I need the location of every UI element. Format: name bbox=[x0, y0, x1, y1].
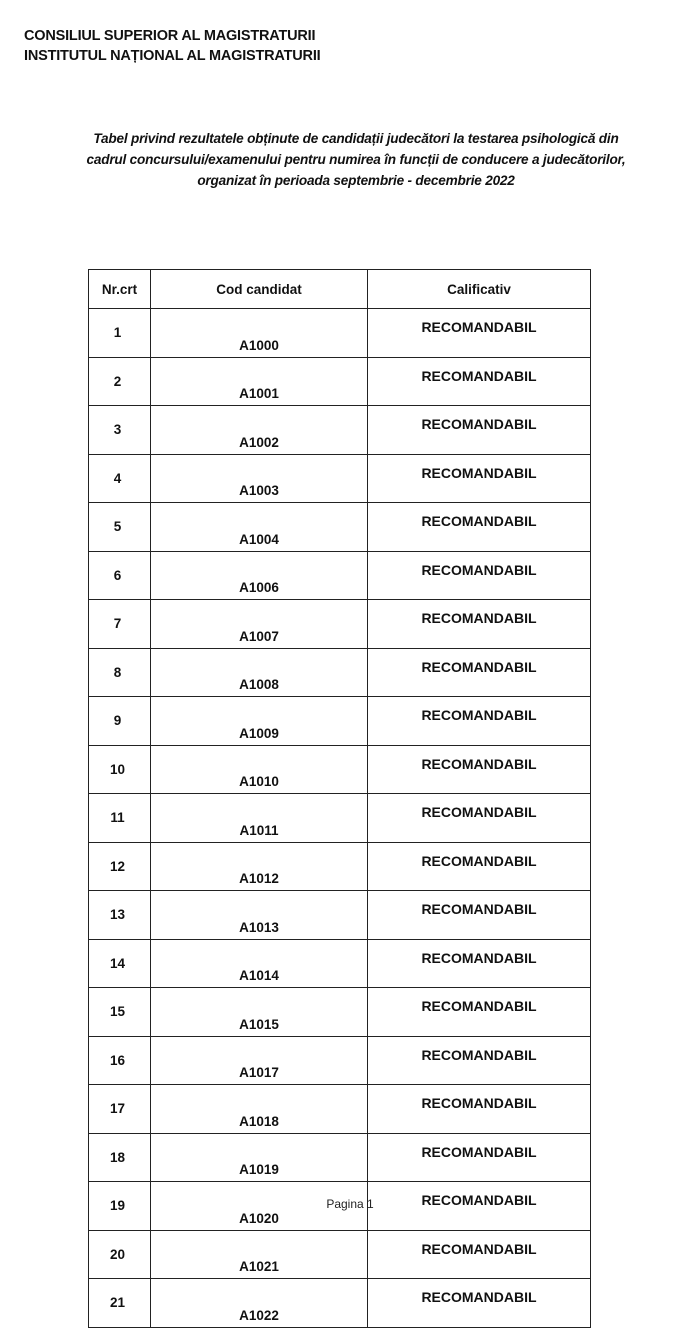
header-row bbox=[89, 270, 591, 309]
row-number: 4 bbox=[89, 454, 151, 503]
row-number: 15 bbox=[89, 988, 151, 1037]
table-row bbox=[89, 988, 591, 1037]
qualification: RECOMANDABIL bbox=[368, 745, 591, 794]
row-number: 2 bbox=[89, 357, 151, 406]
results-table-body bbox=[89, 309, 591, 1328]
table-row bbox=[89, 1036, 591, 1085]
candidate-code: A1011 bbox=[151, 794, 368, 843]
row-number: 9 bbox=[89, 697, 151, 746]
table-row bbox=[89, 357, 591, 406]
qualification: RECOMANDABIL bbox=[368, 1230, 591, 1279]
row-number: 7 bbox=[89, 600, 151, 649]
candidate-code: A1013 bbox=[151, 891, 368, 940]
qualification: RECOMANDABIL bbox=[368, 357, 591, 406]
table-row bbox=[89, 1279, 591, 1328]
qualification: RECOMANDABIL bbox=[368, 891, 591, 940]
row-number: 16 bbox=[89, 1036, 151, 1085]
candidate-code: A1014 bbox=[151, 939, 368, 988]
row-number: 18 bbox=[89, 1133, 151, 1182]
column-header-calificativ: Calificativ bbox=[368, 270, 591, 309]
header-institution-2: INSTITUTUL NAȚIONAL AL MAGISTRATURII bbox=[24, 48, 321, 64]
row-number: 12 bbox=[89, 842, 151, 891]
table-row bbox=[89, 1085, 591, 1134]
table-row bbox=[89, 406, 591, 455]
row-number: 5 bbox=[89, 503, 151, 552]
title-line-3: organizat în perioada septembrie - decembrie 2022 bbox=[197, 173, 515, 188]
results-table bbox=[88, 269, 591, 1328]
table-row bbox=[89, 891, 591, 940]
row-number: 11 bbox=[89, 794, 151, 843]
row-number: 13 bbox=[89, 891, 151, 940]
table-row bbox=[89, 794, 591, 843]
candidate-code: A1003 bbox=[151, 454, 368, 503]
qualification: RECOMANDABIL bbox=[368, 697, 591, 746]
header-institution-1: CONSILIUL SUPERIOR AL MAGISTRATURII bbox=[24, 28, 316, 44]
qualification: RECOMANDABIL bbox=[368, 454, 591, 503]
table-row bbox=[89, 745, 591, 794]
qualification: RECOMANDABIL bbox=[368, 406, 591, 455]
table-row bbox=[89, 600, 591, 649]
qualification: RECOMANDABIL bbox=[368, 939, 591, 988]
candidate-code: A1008 bbox=[151, 648, 368, 697]
results-table-head bbox=[89, 270, 591, 309]
title-line-1: Tabel privind rezultatele obținute de candidații judecători la testarea psihologică din bbox=[93, 131, 619, 146]
table-row bbox=[89, 503, 591, 552]
table-row bbox=[89, 1133, 591, 1182]
row-number: 6 bbox=[89, 551, 151, 600]
page-number: Pagina 1 bbox=[326, 1197, 374, 1211]
row-number: 19 bbox=[89, 1182, 151, 1231]
title-line-2: cadrul concursului/examenului pentru numirea în funcții de conducere a judecătorilor, bbox=[86, 152, 626, 167]
table-row bbox=[89, 551, 591, 600]
row-number: 20 bbox=[89, 1230, 151, 1279]
candidate-code: A1000 bbox=[151, 309, 368, 358]
column-header-cod: Cod candidat bbox=[151, 270, 368, 309]
table-row bbox=[89, 697, 591, 746]
qualification: RECOMANDABIL bbox=[368, 1279, 591, 1328]
qualification: RECOMANDABIL bbox=[368, 309, 591, 358]
candidate-code: A1020 bbox=[151, 1182, 368, 1231]
qualification: RECOMANDABIL bbox=[368, 988, 591, 1037]
candidate-code: A1001 bbox=[151, 357, 368, 406]
table-row bbox=[89, 454, 591, 503]
table-row bbox=[89, 648, 591, 697]
qualification: RECOMANDABIL bbox=[368, 648, 591, 697]
qualification: RECOMANDABIL bbox=[368, 1133, 591, 1182]
table-row bbox=[89, 1230, 591, 1279]
row-number: 21 bbox=[89, 1279, 151, 1328]
candidate-code: A1019 bbox=[151, 1133, 368, 1182]
candidate-code: A1002 bbox=[151, 406, 368, 455]
qualification: RECOMANDABIL bbox=[368, 794, 591, 843]
document-title bbox=[20, 128, 692, 191]
candidate-code: A1017 bbox=[151, 1036, 368, 1085]
table-row bbox=[89, 309, 591, 358]
candidate-code: A1009 bbox=[151, 697, 368, 746]
table-row bbox=[89, 939, 591, 988]
row-number: 10 bbox=[89, 745, 151, 794]
column-header-nr: Nr.crt bbox=[89, 270, 151, 309]
qualification: RECOMANDABIL bbox=[368, 551, 591, 600]
row-number: 3 bbox=[89, 406, 151, 455]
row-number: 17 bbox=[89, 1085, 151, 1134]
row-number: 8 bbox=[89, 648, 151, 697]
candidate-code: A1021 bbox=[151, 1230, 368, 1279]
qualification: RECOMANDABIL bbox=[368, 1182, 591, 1231]
qualification: RECOMANDABIL bbox=[368, 1085, 591, 1134]
candidate-code: A1022 bbox=[151, 1279, 368, 1328]
candidate-code: A1018 bbox=[151, 1085, 368, 1134]
table-row bbox=[89, 842, 591, 891]
qualification: RECOMANDABIL bbox=[368, 1036, 591, 1085]
qualification: RECOMANDABIL bbox=[368, 503, 591, 552]
candidate-code: A1015 bbox=[151, 988, 368, 1037]
candidate-code: A1007 bbox=[151, 600, 368, 649]
candidate-code: A1004 bbox=[151, 503, 368, 552]
qualification: RECOMANDABIL bbox=[368, 600, 591, 649]
qualification: RECOMANDABIL bbox=[368, 842, 591, 891]
candidate-code: A1012 bbox=[151, 842, 368, 891]
row-number: 1 bbox=[89, 309, 151, 358]
row-number: 14 bbox=[89, 939, 151, 988]
document-header bbox=[24, 26, 320, 66]
candidate-code: A1010 bbox=[151, 745, 368, 794]
candidate-code: A1006 bbox=[151, 551, 368, 600]
